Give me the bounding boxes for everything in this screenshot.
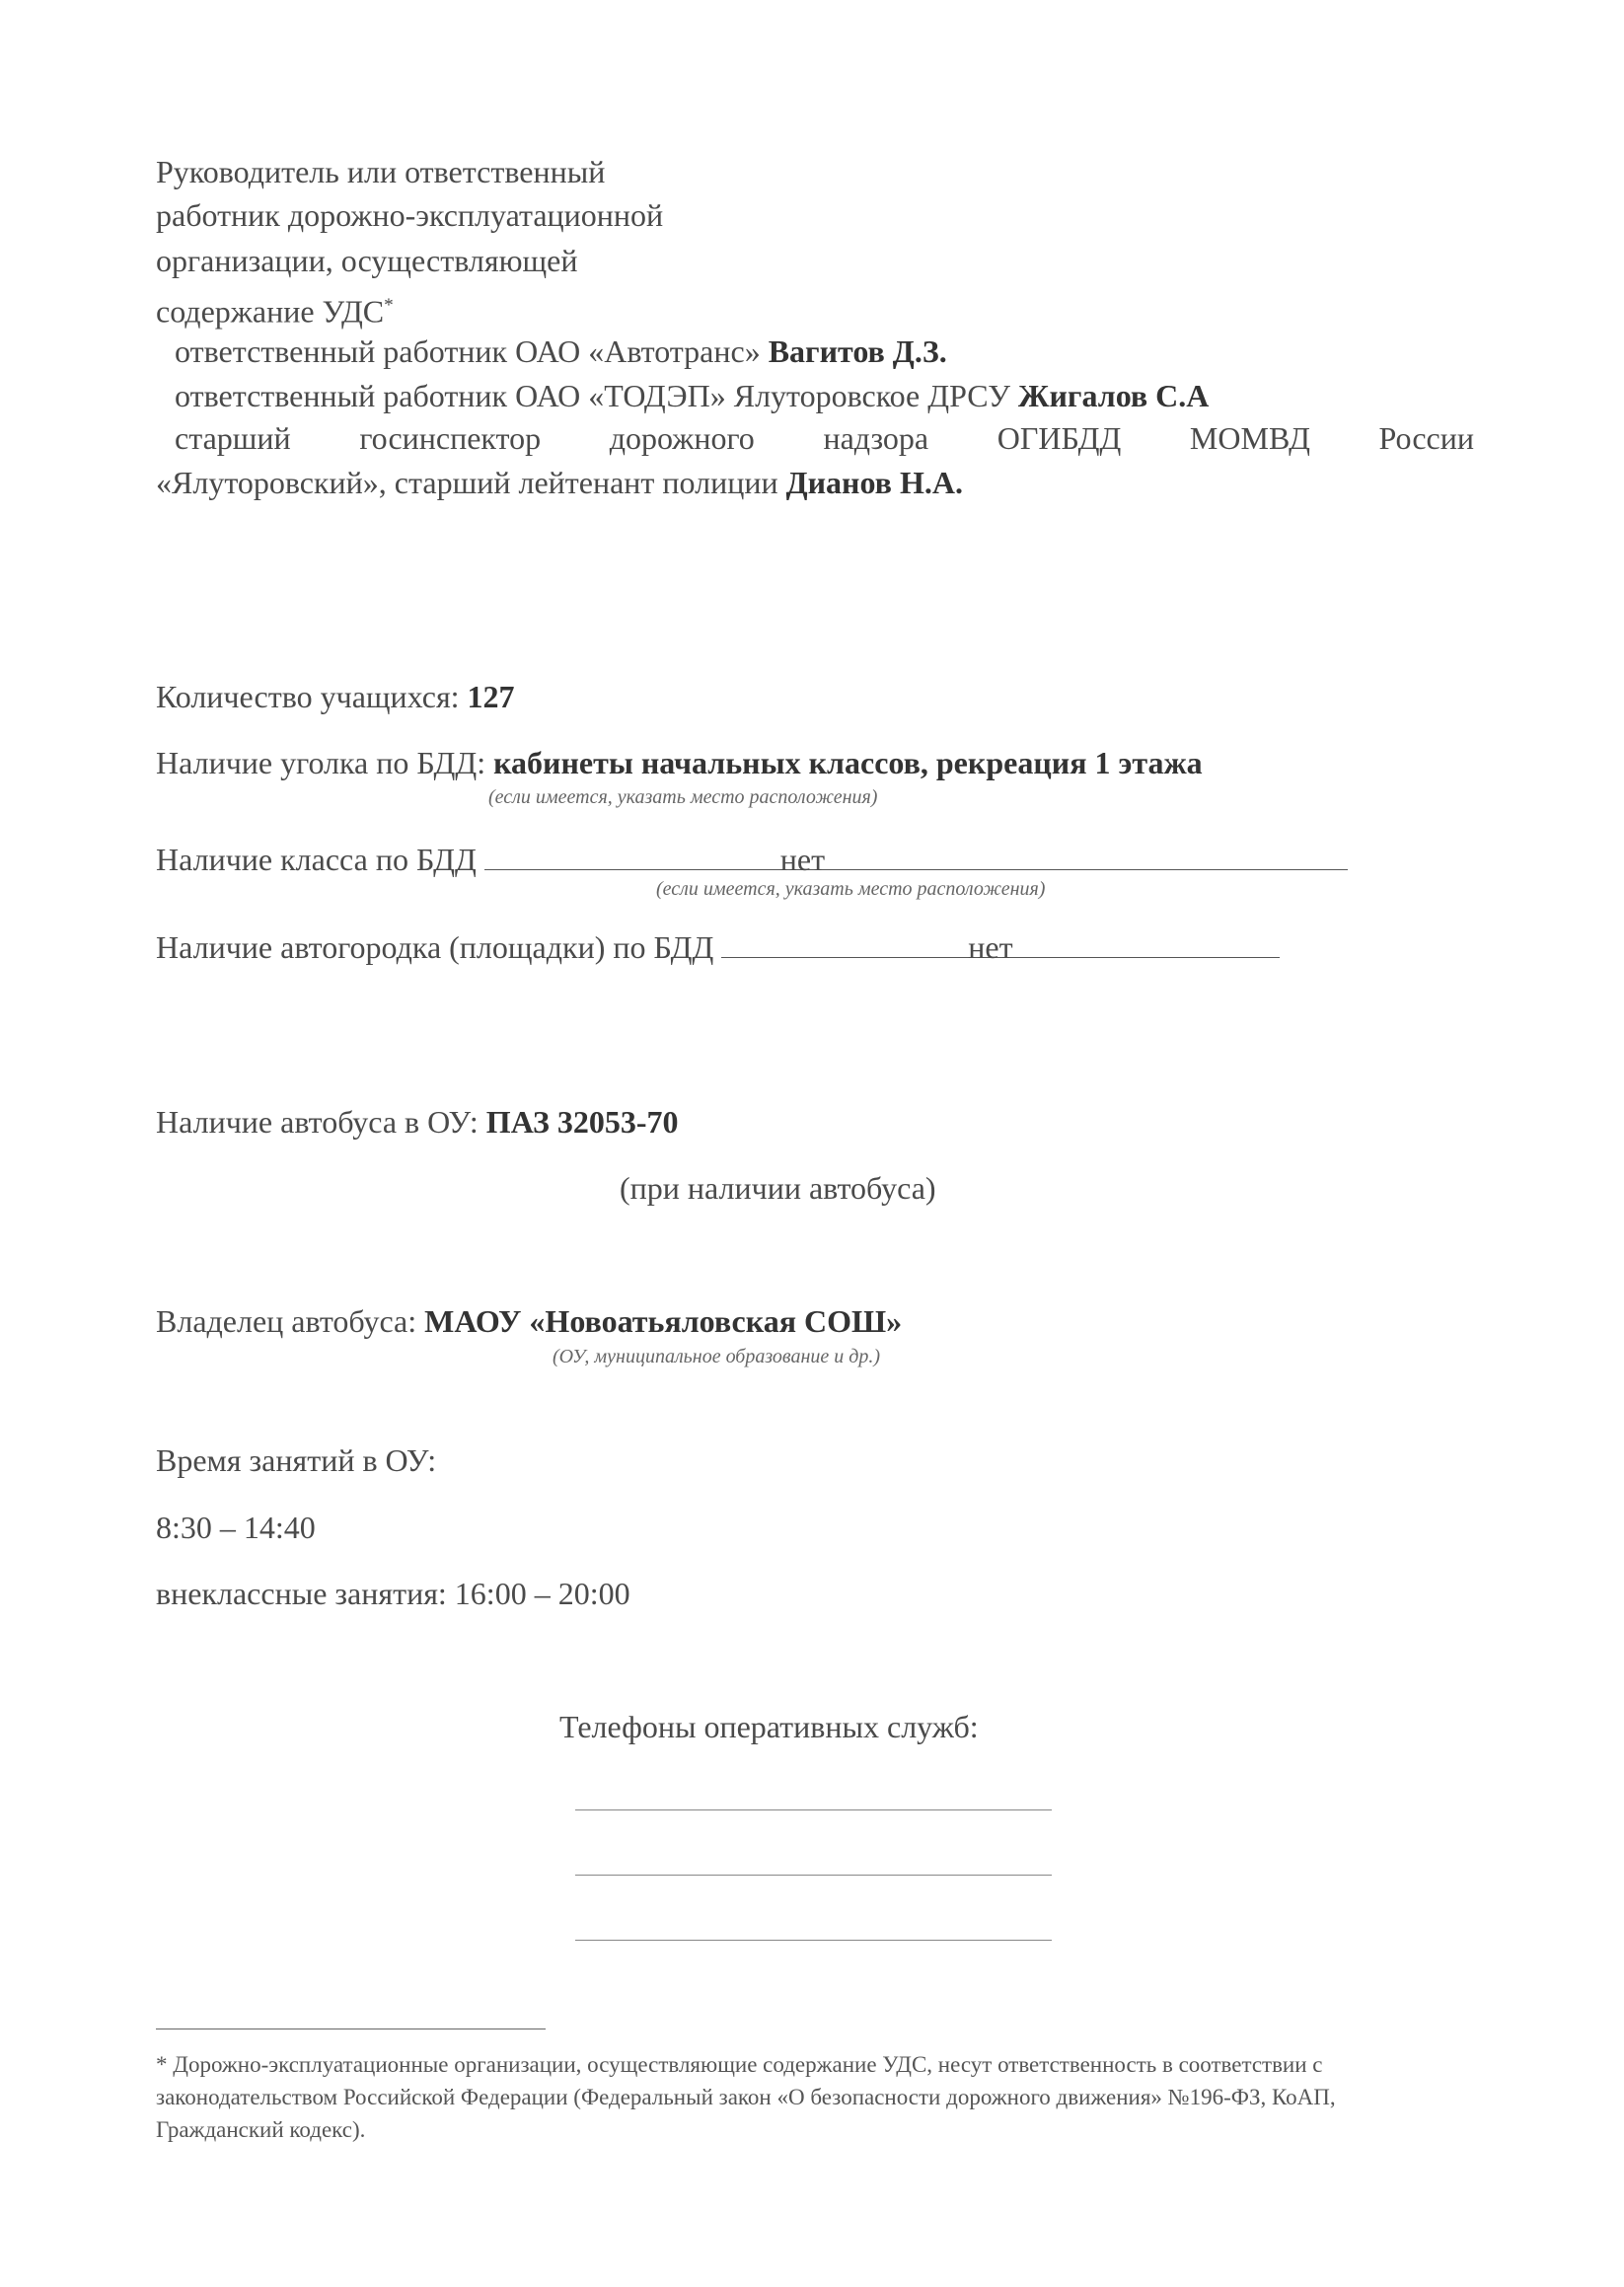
phone-blank-3 (575, 1940, 1052, 1941)
value: 127 (467, 679, 515, 714)
responsible-role: ответственный работник ОАО «ТОДЭП» Ялуторовское ДРСУ (175, 378, 1018, 413)
time-label: Время занятий в ОУ: (156, 1442, 437, 1478)
owner-hint: (ОУ, муниципальное образование и др.) (553, 1346, 881, 1367)
header-text: содержание УДС (156, 293, 385, 330)
extra-classes: внеклассные занятия: 16:00 – 20:00 (156, 1576, 630, 1611)
bdd-class (156, 840, 1348, 879)
bus (156, 1102, 679, 1142)
footnote: * Дорожно-эксплуатационные организации, осуществляющие содержание УДС, несут ответственность в соответствии с законодательством Российской Федерации (Федеральный закон «О безопасности дорожного движения» №196-ФЗ, КоАП, Гражданский кодекс). (156, 2052, 1336, 2142)
label: Наличие автогородка (площадки) по БДД (156, 929, 722, 965)
footnote-mark: * (384, 295, 394, 316)
responsible-name: Вагитов Д.З. (768, 333, 947, 369)
responsible-3-line-2 (156, 463, 963, 502)
blank-line (721, 927, 968, 958)
phones-label: Телефоны оперативных служб: (559, 1709, 979, 1744)
label: Наличие класса по БДД (156, 842, 484, 877)
blank-line (825, 840, 1348, 870)
blank-line (484, 840, 780, 870)
responsible-3-line-1: старший госинспектор дорожного надзора ОГИБДД МОМВД России (175, 420, 1474, 456)
responsible-name: Жигалов С.А (1017, 378, 1210, 413)
responsible-2 (175, 376, 1209, 415)
value: нет (779, 842, 826, 877)
corner-hint: (если имеется, указать место расположения) (488, 786, 878, 808)
responsible-role: «Ялуторовский», старший лейтенант полиции (156, 465, 786, 500)
phone-blank-2 (575, 1875, 1052, 1876)
bus-hint: (при наличии автобуса) (620, 1170, 936, 1206)
header-line-4 (156, 286, 394, 332)
header-line-2: работник дорожно-эксплуатационной (156, 197, 664, 233)
class-hint: (если имеется, указать место расположения) (656, 878, 1046, 900)
value: МАОУ «Новоатьяловская СОШ» (424, 1303, 903, 1339)
bdd-autotown (156, 927, 1280, 967)
value: нет (968, 929, 1013, 965)
bdd-corner (156, 743, 1203, 782)
responsible-1 (175, 332, 947, 371)
header-line-3: организации, осуществляющей (156, 243, 578, 278)
label: Владелец автобуса: (156, 1303, 425, 1339)
value: кабинеты начальных классов, рекреация 1 этажа (493, 745, 1203, 780)
students-count (156, 677, 515, 716)
header-line-1: Руководитель или ответственный (156, 154, 606, 189)
label: Количество учащихся: (156, 679, 468, 714)
value: ПАЗ 32053-70 (485, 1104, 679, 1140)
bus-owner (156, 1301, 902, 1341)
phone-blank-1 (575, 1809, 1052, 1810)
label: Наличие автобуса в ОУ: (156, 1104, 486, 1140)
label: Наличие уголка по БДД: (156, 745, 494, 780)
time-value: 8:30 – 14:40 (156, 1510, 316, 1545)
responsible-name: Дианов Н.А. (785, 465, 963, 500)
blank-line (1013, 927, 1280, 958)
responsible-role: ответственный работник ОАО «Автотранс» (175, 333, 769, 369)
